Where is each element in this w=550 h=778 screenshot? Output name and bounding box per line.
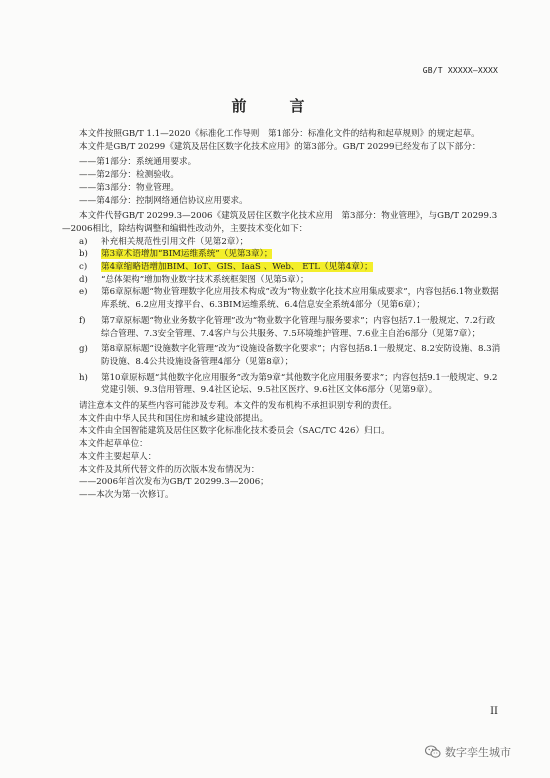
change-item	[62, 261, 502, 274]
change-item	[62, 236, 502, 249]
closing-line: 本文件由全国智能建筑及居住区数字化标准化技术委员会（SAC/TC 426）归口。	[79, 426, 390, 437]
change-label: h)	[79, 372, 88, 383]
part-item: ——第1部分：系统通用要求。	[79, 157, 197, 168]
change-text: 第10章原标题“其他数字化应用服务”改为第9章“其他数字化应用服务要求”；内容包括9.1一般规定、9.2党建引领、9.3信用管理、9.4社区论坛、9.5社区医疗、9.6社区文体6部分（见第9章）。	[101, 372, 498, 396]
standard-code: GB/T XXXXX—XXXX	[422, 66, 498, 75]
change-label: g)	[79, 344, 88, 355]
change-item	[62, 343, 502, 368]
change-label: e)	[79, 287, 88, 298]
page-number: II	[490, 706, 498, 717]
history-item: ——2006年首次发布为GB/T 20299.3—2006；	[79, 477, 269, 488]
change-label: f)	[79, 315, 86, 326]
change-label: c)	[79, 262, 88, 273]
closing-line: 请注意本文件的某些内容可能涉及专利。本文件的发布机构不承担识别专利的责任。	[79, 401, 397, 412]
change-text-highlighted: 第3章术语增加“BIM运维系统”（见第3章）；	[101, 249, 273, 260]
change-label: d)	[79, 274, 88, 285]
document-body	[62, 128, 502, 502]
change-text: 补充相关规范性引用文件（见第2章）；	[101, 236, 249, 247]
change-item	[62, 274, 502, 287]
history-item: ——本次为第一次修订。	[79, 489, 174, 500]
change-text-highlighted: 第4章缩略语增加BIM、IoT、GIS、IaaS 、Web、 ETL（见第4章）；	[101, 262, 373, 273]
wechat-icon	[425, 745, 441, 759]
change-text: 第7章原标题“物业业务数字化管理”改为“物业数字化管理与服务要求”；内容包括7.1一般规定、7.2行政综合管理、7.3安全管理、7.4客户与公共服务、7.5环境维护管理、7.6业主自治6部分（见第7章）；	[101, 315, 496, 339]
part-item: ——第4部分：控制网络通信协议应用要求。	[79, 195, 248, 206]
closing-line: 本文件起草单位：	[79, 439, 148, 450]
change-item	[62, 248, 502, 261]
change-item	[62, 286, 502, 311]
change-text: 第6章原标题“物业管理数字化应用技术构成”改为“物业数字化技术应用集成要求”，内容包括6.1物业数据库系统、6.2应用支撑平台、6.3BIM运维系统、6.4信息安全系统4部分（见第6章）；	[101, 287, 499, 311]
change-text: 第8章原标题“设施数字化管理”改为“设施设备数字化要求”；内容包括8.1一般规定、8.2安防设施、8.3消防设施、8.4公共设施设备管理4部分（见第8章）；	[101, 344, 501, 367]
change-item	[62, 372, 502, 397]
change-item	[62, 315, 502, 340]
watermark-text: 数字孪生城市	[445, 746, 511, 759]
closing-line: 本文件及其所代替文件的历次版本发布情况为：	[79, 464, 260, 475]
page-title: 前 言	[231, 97, 319, 115]
watermark	[425, 744, 511, 760]
intro-paragraph-2: 本文件是GB/T 20299《建筑及居住区数字化技术应用》的第3部分。GB/T 20299已经发布了以下部分：	[79, 141, 481, 152]
change-text: “总体架构”增加物业数字技术系统框架图（见第5章）；	[101, 274, 309, 285]
replacement-paragraph: 本文件代替GB/T 20299.3—2006《建筑及居住区数字化技术应用 第3部分：物业管理》，与GB/T 20299.3—2006相比，除结构调整和编辑性改动外，主要技术变化如下：	[62, 211, 498, 234]
closing-line: 本文件由中华人民共和国住房和城乡建设部提出。	[79, 413, 269, 424]
intro-paragraph-1: 本文件按照GB/T 1.1—2020《标准化工作导则 第1部分：标准化文件的结构和起草规则》的规定起草。	[79, 129, 480, 139]
change-label: a)	[79, 236, 88, 247]
part-item: ——第2部分：检测验收。	[79, 170, 179, 181]
change-label: b)	[79, 249, 88, 260]
closing-line: 本文件主要起草人：	[79, 451, 157, 462]
part-item: ——第3部分：物业管理。	[79, 182, 179, 193]
